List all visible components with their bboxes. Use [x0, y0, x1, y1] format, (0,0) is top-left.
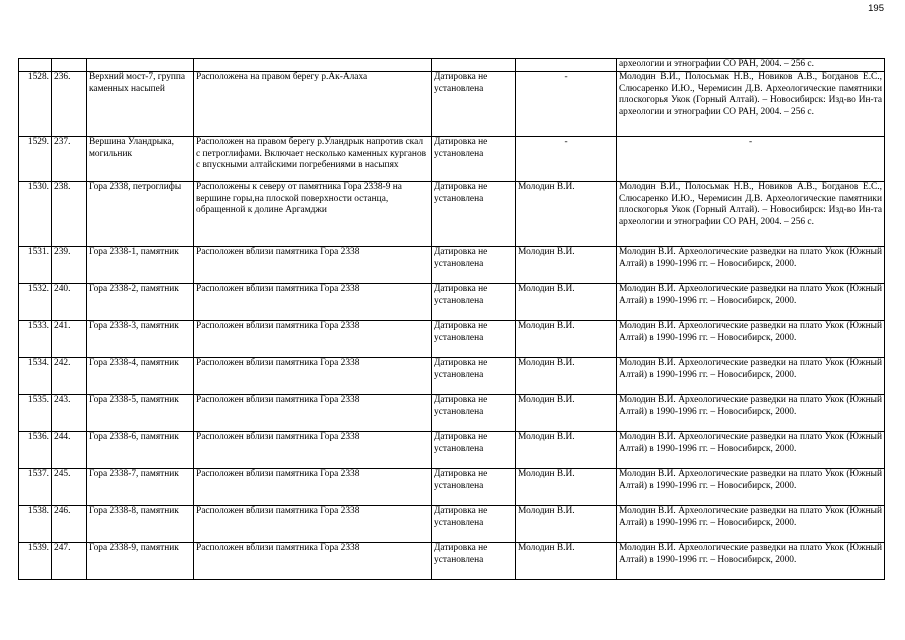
cell-registry-number — [19, 59, 52, 72]
table-row — [19, 137, 885, 182]
cell-author: Молодин В.И. — [516, 432, 617, 469]
cell-literature: Молодин В.И. Археологические разведки на плато Укок (Южный Алтай) в 1990-1996 гг. – Новосибирск, 2000. — [617, 284, 885, 321]
monuments-table — [18, 58, 885, 580]
cell-name: Гора 2338-9, памятник — [87, 543, 194, 580]
cell-name: Гора 2338-2, памятник — [87, 284, 194, 321]
cell-author: Молодин В.И. — [516, 506, 617, 543]
cell-name — [87, 59, 194, 72]
cell-local-number: 245. — [52, 469, 87, 506]
cell-registry-number: 1538. — [19, 506, 52, 543]
cell-dating — [432, 59, 516, 72]
table-row-continuation — [19, 59, 885, 72]
cell-local-number: 242. — [52, 358, 87, 395]
cell-location: Расположены к северу от памятника Гора 2338-9 на вершине горы,на плоской поверхности останца, обращенной к долине Аргамджи — [194, 182, 432, 247]
table-row — [19, 247, 885, 284]
cell-dating: Датировка не установлена — [432, 432, 516, 469]
cell-literature: Молодин В.И. Археологические разведки на плато Укок (Южный Алтай) в 1990-1996 гг. – Новосибирск, 2000. — [617, 543, 885, 580]
cell-local-number: 237. — [52, 137, 87, 182]
cell-dating: Датировка не установлена — [432, 395, 516, 432]
cell-dating: Датировка не установлена — [432, 469, 516, 506]
cell-registry-number: 1533. — [19, 321, 52, 358]
cell-location — [194, 59, 432, 72]
cell-author: - — [516, 72, 617, 137]
cell-location: Расположен вблизи памятника Гора 2338 — [194, 284, 432, 321]
table-row — [19, 72, 885, 137]
cell-location: Расположен вблизи памятника Гора 2338 — [194, 506, 432, 543]
cell-location: Расположена на правом берегу р.Ак-Алаха — [194, 72, 432, 137]
cell-dating: Датировка не установлена — [432, 506, 516, 543]
cell-dating: Датировка не установлена — [432, 247, 516, 284]
cell-name: Гора 2338-5, памятник — [87, 395, 194, 432]
cell-literature: Молодин В.И., Полосьмак Н.В., Новиков А.В., Богданов Е.С., Слюсаренко И.Ю., Черемисин Д.В. Археологические памятники плоскогорья Укок (Горный Алтай). – Новосибирск: Изд-во Ин-та археологии и этнографии СО РАН, 2004. – 256 с. — [617, 72, 885, 137]
cell-registry-number: 1532. — [19, 284, 52, 321]
cell-literature: Молодин В.И. Археологические разведки на плато Укок (Южный Алтай) в 1990-1996 гг. – Новосибирск, 2000. — [617, 395, 885, 432]
table-row — [19, 182, 885, 247]
cell-local-number — [52, 59, 87, 72]
cell-literature: Молодин В.И. Археологические разведки на плато Укок (Южный Алтай) в 1990-1996 гг. – Новосибирск, 2000. — [617, 469, 885, 506]
table-row — [19, 358, 885, 395]
cell-name: Гора 2338-8, памятник — [87, 506, 194, 543]
cell-dating: Датировка не установлена — [432, 72, 516, 137]
cell-literature: Молодин В.И. Археологические разведки на плато Укок (Южный Алтай) в 1990-1996 гг. – Новосибирск, 2000. — [617, 432, 885, 469]
cell-location: Расположен вблизи памятника Гора 2338 — [194, 543, 432, 580]
cell-registry-number: 1531. — [19, 247, 52, 284]
cell-local-number: 247. — [52, 543, 87, 580]
cell-literature: Молодин В.И. Археологические разведки на плато Укок (Южный Алтай) в 1990-1996 гг. – Новосибирск, 2000. — [617, 506, 885, 543]
cell-registry-number: 1539. — [19, 543, 52, 580]
table-row — [19, 321, 885, 358]
cell-local-number: 246. — [52, 506, 87, 543]
cell-author: Молодин В.И. — [516, 358, 617, 395]
cell-dating: Датировка не установлена — [432, 543, 516, 580]
cell-name: Верхний мост-7, группа каменных насыпей — [87, 72, 194, 137]
cell-local-number: 239. — [52, 247, 87, 284]
cell-literature: Молодин В.И. Археологические разведки на плато Укок (Южный Алтай) в 1990-1996 гг. – Новосибирск, 2000. — [617, 247, 885, 284]
table-row — [19, 284, 885, 321]
cell-name: Гора 2338-1, памятник — [87, 247, 194, 284]
cell-location: Расположен вблизи памятника Гора 2338 — [194, 358, 432, 395]
cell-local-number: 236. — [52, 72, 87, 137]
cell-literature: - — [617, 137, 885, 182]
cell-name: Гора 2338-6, памятник — [87, 432, 194, 469]
cell-author: Молодин В.И. — [516, 284, 617, 321]
cell-name: Гора 2338-4, памятник — [87, 358, 194, 395]
cell-author: Молодин В.И. — [516, 469, 617, 506]
table-row — [19, 543, 885, 580]
cell-literature: Молодин В.И. Археологические разведки на плато Укок (Южный Алтай) в 1990-1996 гг. – Новосибирск, 2000. — [617, 321, 885, 358]
table-row — [19, 395, 885, 432]
cell-dating: Датировка не установлена — [432, 321, 516, 358]
cell-author: - — [516, 137, 617, 182]
cell-local-number: 241. — [52, 321, 87, 358]
cell-dating: Датировка не установлена — [432, 358, 516, 395]
table-row — [19, 432, 885, 469]
table-row — [19, 469, 885, 506]
cell-location: Расположен вблизи памятника Гора 2338 — [194, 432, 432, 469]
cell-registry-number: 1528. — [19, 72, 52, 137]
cell-location: Расположен на правом берегу р.Уландрык напротив скал с петроглифами. Включает несколько каменных курганов с впускными алтайскими погребениями в насыпях — [194, 137, 432, 182]
cell-author — [516, 59, 617, 72]
cell-name: Гора 2338-3, памятник — [87, 321, 194, 358]
cell-location: Расположен вблизи памятника Гора 2338 — [194, 469, 432, 506]
cell-literature: Молодин В.И., Полосьмак Н.В., Новиков А.В., Богданов Е.С., Слюсаренко И.Ю., Черемисин Д.В. Археологические памятники плоскогорья Укок (Горный Алтай). – Новосибирск: Изд-во Ин-та археологии и этнографии СО РАН, 2004. – 256 с. — [617, 182, 885, 247]
cell-local-number: 238. — [52, 182, 87, 247]
cell-author: Молодин В.И. — [516, 247, 617, 284]
cell-location: Расположен вблизи памятника Гора 2338 — [194, 321, 432, 358]
cell-registry-number: 1536. — [19, 432, 52, 469]
cell-author: Молодин В.И. — [516, 395, 617, 432]
cell-registry-number: 1534. — [19, 358, 52, 395]
cell-dating: Датировка не установлена — [432, 284, 516, 321]
cell-location: Расположен вблизи памятника Гора 2338 — [194, 395, 432, 432]
cell-name: Гора 2338, петроглифы — [87, 182, 194, 247]
cell-name: Вершина Уландрыка, могильник — [87, 137, 194, 182]
cell-registry-number: 1535. — [19, 395, 52, 432]
cell-local-number: 240. — [52, 284, 87, 321]
cell-literature: археологии и этнографии СО РАН, 2004. – 256 с. — [617, 59, 885, 72]
cell-name: Гора 2338-7, памятник — [87, 469, 194, 506]
cell-registry-number: 1537. — [19, 469, 52, 506]
cell-location: Расположен вблизи памятника Гора 2338 — [194, 247, 432, 284]
cell-author: Молодин В.И. — [516, 543, 617, 580]
cell-dating: Датировка не установлена — [432, 137, 516, 182]
cell-dating: Датировка не установлена — [432, 182, 516, 247]
cell-local-number: 244. — [52, 432, 87, 469]
cell-local-number: 243. — [52, 395, 87, 432]
cell-author: Молодин В.И. — [516, 321, 617, 358]
cell-registry-number: 1529. — [19, 137, 52, 182]
table-row — [19, 506, 885, 543]
cell-literature: Молодин В.И. Археологические разведки на плато Укок (Южный Алтай) в 1990-1996 гг. – Новосибирск, 2000. — [617, 358, 885, 395]
cell-registry-number: 1530. — [19, 182, 52, 247]
cell-author: Молодин В.И. — [516, 182, 617, 247]
page-number: 195 — [868, 3, 884, 14]
